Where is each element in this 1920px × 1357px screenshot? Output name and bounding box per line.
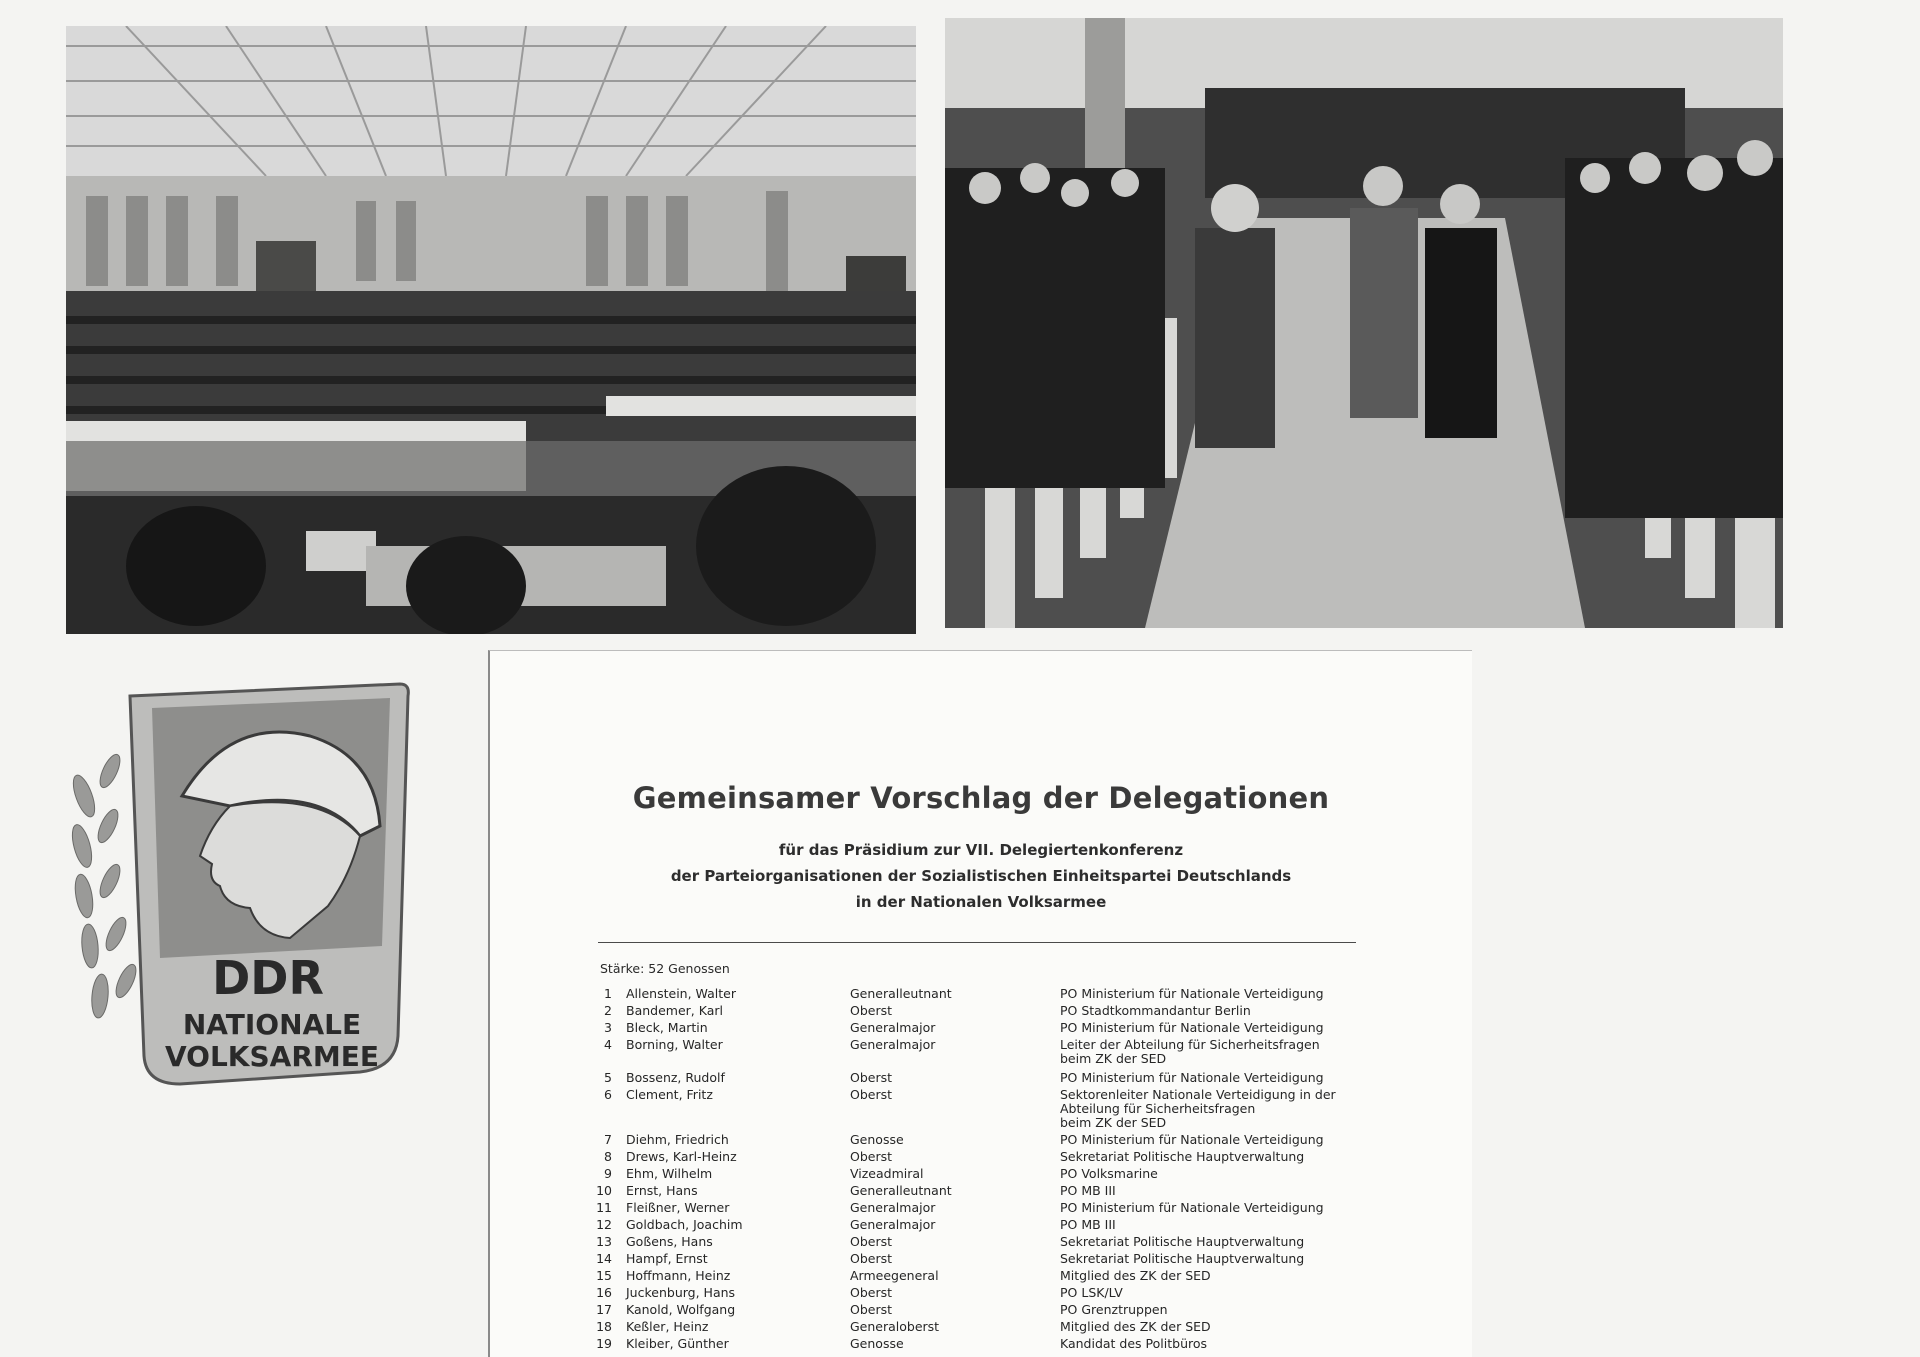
- member-rank: Generalmajor: [850, 1037, 936, 1052]
- member-rank: Generalleutnant: [850, 1183, 952, 1198]
- member-name: Drews, Karl-Heinz: [626, 1149, 737, 1164]
- officers-aisle-photo: [945, 18, 1783, 628]
- member-unit: Mitglied des ZK der SED: [1060, 1319, 1211, 1334]
- member-rank: Oberst: [850, 1285, 893, 1300]
- member-rank: Oberst: [850, 1087, 893, 1102]
- member-rank: Oberst: [850, 1070, 893, 1085]
- member-name: Ernst, Hans: [626, 1183, 698, 1198]
- member-unit: Sekretariat Politische Hauptverwaltung: [1060, 1251, 1305, 1266]
- member-unit: Mitglied des ZK der SED: [1060, 1268, 1211, 1283]
- member-rank: Oberst: [850, 1149, 893, 1164]
- member-unit: PO Ministerium für Nationale Verteidigung: [1060, 986, 1324, 1001]
- document-subtitle-line: der Parteiorganisationen der Sozialistischen Einheitspartei Deutschlands: [670, 867, 1292, 885]
- member-unit: PO Ministerium für Nationale Verteidigung: [1060, 1070, 1324, 1085]
- member-number: 3: [604, 1020, 612, 1035]
- member-name: Borning, Walter: [626, 1037, 723, 1052]
- officers-aisle-image: [945, 18, 1783, 628]
- member-number: 1: [604, 986, 612, 1001]
- member-rank: Vizeadmiral: [850, 1166, 924, 1181]
- member-number: 2: [604, 1003, 612, 1018]
- member-name: Clement, Fritz: [626, 1087, 713, 1102]
- member-name: Juckenburg, Hans: [626, 1285, 736, 1300]
- nva-emblem: [60, 676, 420, 1096]
- member-number: 19: [596, 1336, 612, 1351]
- member-unit: PO Ministerium für Nationale Verteidigung: [1060, 1020, 1324, 1035]
- member-number: 15: [596, 1268, 612, 1283]
- delegation-document: [488, 650, 1472, 1357]
- member-name: Goßens, Hans: [626, 1234, 713, 1249]
- emblem-line-volksarmee: VOLKSARMEE: [164, 1040, 380, 1073]
- member-name: Diehm, Friedrich: [626, 1132, 729, 1147]
- nva-emblem-image: [60, 676, 420, 1096]
- member-number: 9: [604, 1166, 612, 1181]
- member-number: 11: [596, 1200, 612, 1215]
- member-unit: PO Stadtkommandantur Berlin: [1060, 1003, 1251, 1018]
- document-subtitle-line: in der Nationalen Volksarmee: [855, 893, 1107, 911]
- member-name: Bossenz, Rudolf: [626, 1070, 725, 1085]
- member-unit: Sektorenleiter Nationale Verteidigung in der Abteilung für Sicherheitsfragen beim ZK der SED: [1060, 1087, 1336, 1130]
- member-name: Fleißner, Werner: [626, 1200, 730, 1215]
- document-title: Gemeinsamer Vorschlag der Delegationen: [632, 781, 1330, 815]
- title-divider: [598, 942, 1356, 943]
- member-name: Bandemer, Karl: [626, 1003, 723, 1018]
- assembly-hall-photo: [66, 26, 916, 634]
- member-unit: PO LSK/LV: [1060, 1285, 1123, 1300]
- member-name: Ehm, Wilhelm: [626, 1166, 713, 1181]
- member-unit: Sekretariat Politische Hauptverwaltung: [1060, 1234, 1305, 1249]
- member-rank: Generaloberst: [850, 1319, 940, 1334]
- member-name: Kanold, Wolfgang: [626, 1302, 736, 1317]
- member-unit: Kandidat des Politbüros: [1060, 1336, 1208, 1351]
- member-number: 6: [604, 1087, 612, 1102]
- member-unit: PO MB III: [1060, 1217, 1116, 1232]
- member-rank: Generalleutnant: [850, 986, 952, 1001]
- member-rank: Oberst: [850, 1251, 893, 1266]
- member-rank: Oberst: [850, 1234, 893, 1249]
- member-rank: Generalmajor: [850, 1200, 936, 1215]
- member-number: 14: [596, 1251, 612, 1266]
- member-rank: Armeegeneral: [850, 1268, 939, 1283]
- member-name: Kleiber, Günther: [626, 1336, 729, 1351]
- member-number: 18: [596, 1319, 612, 1334]
- member-unit: PO Grenztruppen: [1060, 1302, 1168, 1317]
- member-number: 7: [604, 1132, 612, 1147]
- assembly-hall-image: [66, 26, 916, 634]
- member-name: Allenstein, Walter: [626, 986, 736, 1001]
- member-name: Bleck, Martin: [626, 1020, 708, 1035]
- member-rank: Genosse: [850, 1132, 904, 1147]
- member-unit: PO Ministerium für Nationale Verteidigung: [1060, 1200, 1324, 1215]
- member-rank: Generalmajor: [850, 1020, 936, 1035]
- member-name: Goldbach, Joachim: [626, 1217, 743, 1232]
- member-rank: Oberst: [850, 1302, 893, 1317]
- strength-label: Stärke: 52 Genossen: [600, 961, 730, 976]
- emblem-line-nationale: NATIONALE: [182, 1008, 362, 1041]
- member-unit: PO Volksmarine: [1060, 1166, 1158, 1181]
- member-rank: Oberst: [850, 1003, 893, 1018]
- member-name: Hampf, Ernst: [626, 1251, 708, 1266]
- member-number: 13: [596, 1234, 612, 1249]
- member-number: 17: [596, 1302, 612, 1317]
- member-name: Keßler, Heinz: [626, 1319, 709, 1334]
- member-number: 12: [596, 1217, 612, 1232]
- member-number: 4: [604, 1037, 612, 1052]
- member-unit: Sekretariat Politische Hauptverwaltung: [1060, 1149, 1305, 1164]
- member-number: 16: [596, 1285, 612, 1300]
- member-number: 10: [596, 1183, 612, 1198]
- member-number: 5: [604, 1070, 612, 1085]
- member-rank: Genosse: [850, 1336, 904, 1351]
- document-subtitle-line: für das Präsidium zur VII. Delegiertenkonferenz: [778, 841, 1184, 859]
- emblem-line-ddr: DDR: [212, 951, 324, 1005]
- member-unit: PO MB III: [1060, 1183, 1116, 1198]
- member-name: Hoffmann, Heinz: [626, 1268, 731, 1283]
- member-rank: Generalmajor: [850, 1217, 936, 1232]
- member-unit: PO Ministerium für Nationale Verteidigung: [1060, 1132, 1324, 1147]
- member-unit: Leiter der Abteilung für Sicherheitsfragen beim ZK der SED: [1060, 1037, 1320, 1066]
- member-number: 8: [604, 1149, 612, 1164]
